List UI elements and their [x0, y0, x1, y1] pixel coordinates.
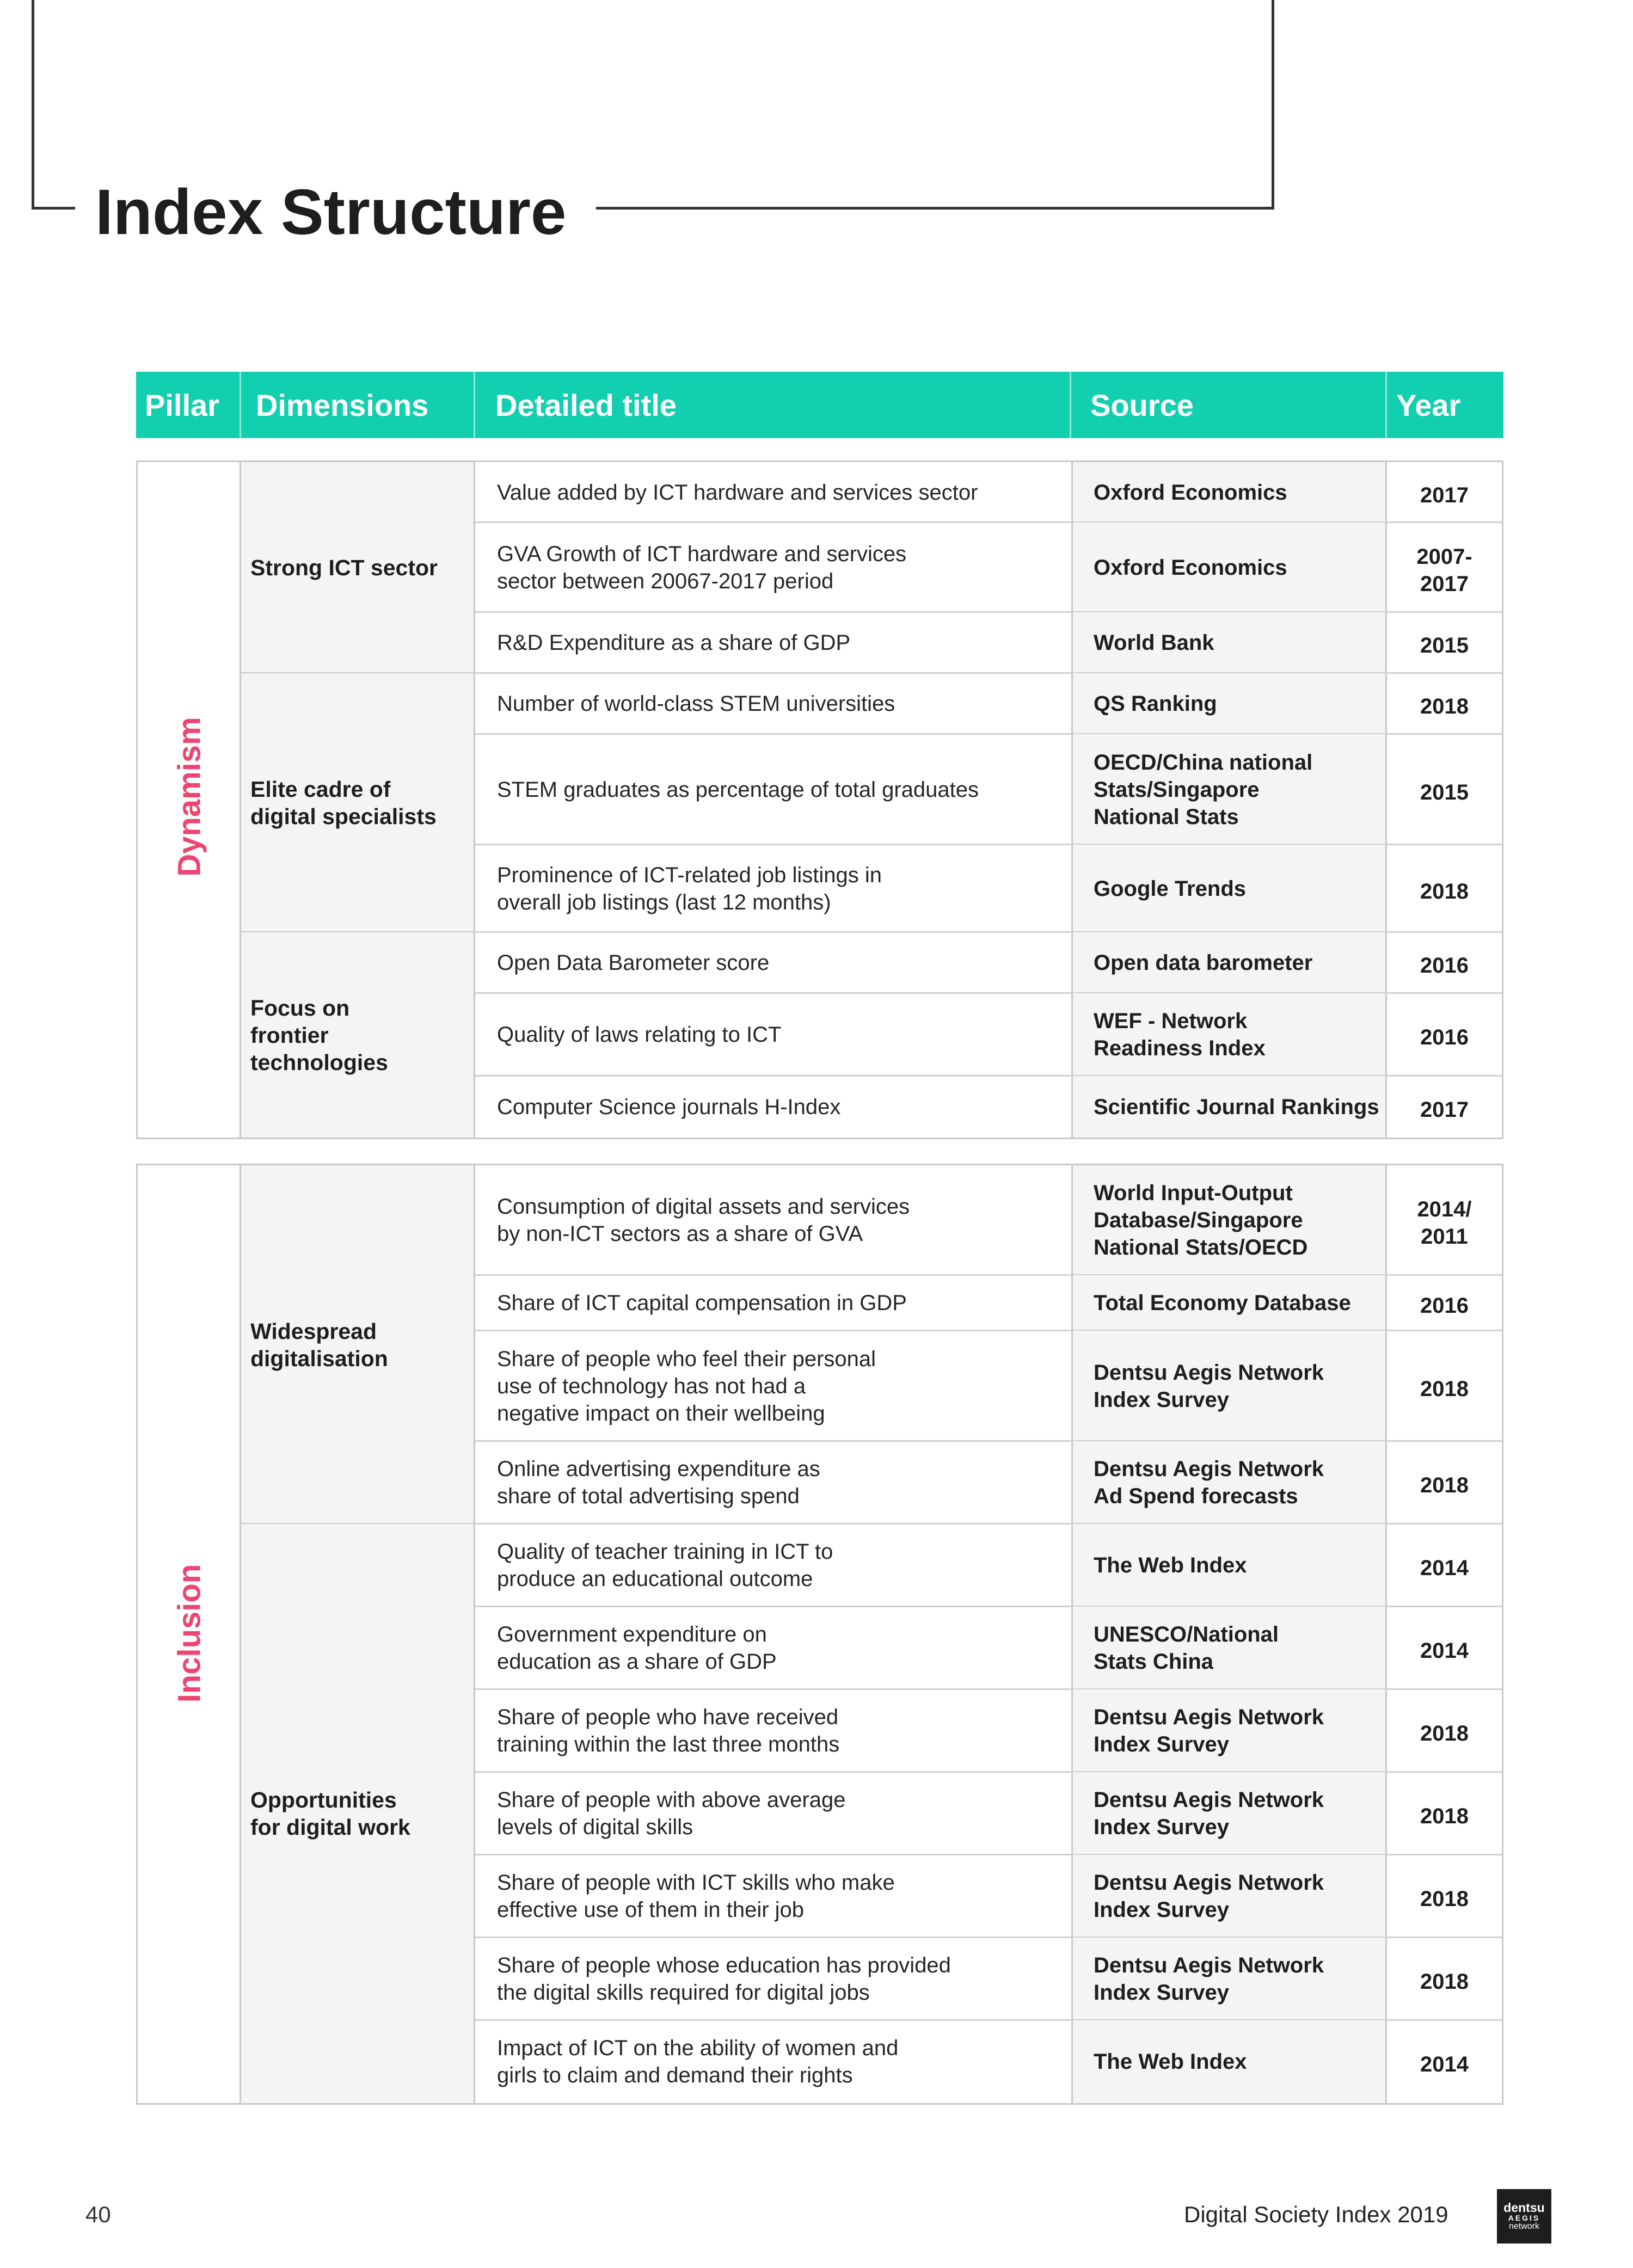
- table-row: [475, 1165, 1502, 1275]
- table-row: [475, 1331, 1502, 1441]
- table-row: [475, 673, 1502, 734]
- source-cell: Open data barometer: [1071, 932, 1387, 993]
- year-cell: 2014: [1420, 2052, 1469, 2076]
- year-cell: 2017: [1420, 1097, 1469, 1122]
- source-cell: World Input-Output Database/Singapore National Stats/OECD: [1071, 1165, 1387, 1275]
- year-cell: 2018: [1420, 1722, 1469, 1745]
- detailed-title-cell: R&D Expenditure as a share of GDP: [497, 631, 851, 655]
- dimension-cell: Elite cadre of digital specialists: [241, 673, 475, 932]
- year-cell: 2015: [1420, 634, 1469, 657]
- table-row: [475, 1938, 1502, 2020]
- table-row: [475, 523, 1502, 612]
- source-cell: Oxford Economics: [1071, 523, 1387, 612]
- page-number: 40: [85, 2202, 111, 2227]
- detailed-title-cell: Quality of teacher training in ICT to produce an educational outcome: [497, 1540, 833, 1591]
- header-source: Source: [1090, 388, 1194, 422]
- source-cell: UNESCO/National Stats China: [1071, 1607, 1387, 1689]
- year-cell: 2018: [1420, 1804, 1469, 1828]
- footer-title: Digital Society Index 2019: [1184, 2202, 1448, 2227]
- source-cell: QS Ranking: [1071, 673, 1387, 734]
- header-year: Year: [1396, 388, 1461, 422]
- source-cell: WEF - Network Readiness Index: [1071, 993, 1387, 1076]
- header-detailed-title: Detailed title: [495, 388, 677, 422]
- source-cell: OECD/China national Stats/Singapore National Stats: [1071, 734, 1387, 845]
- year-cell: 2017: [1420, 483, 1469, 507]
- source-cell: Dentsu Aegis Network Index Survey: [1071, 1772, 1387, 1855]
- year-cell: 2014: [1420, 1639, 1469, 1663]
- table-header: [136, 372, 1503, 438]
- detailed-title-cell: Share of ICT capital compensation in GDP: [497, 1291, 907, 1315]
- detailed-title-cell: STEM graduates as percentage of total graduates: [497, 777, 979, 802]
- year-cell: 2016: [1420, 1025, 1469, 1049]
- logo-line-1: dentsu: [1503, 2201, 1545, 2215]
- table-row: [475, 1855, 1502, 1938]
- dimension-cell: Widespread digitalisation: [241, 1165, 475, 1524]
- detailed-title-cell: Online advertising expenditure as share of total advertising spend: [497, 1457, 820, 1508]
- year-cell: 2018: [1420, 879, 1469, 903]
- pillar-section-inclusion: [136, 1164, 1503, 2105]
- table-row: [475, 993, 1502, 1076]
- year-cell: 2014: [1420, 1556, 1469, 1580]
- table-row: [475, 1076, 1502, 1138]
- source-cell: Total Economy Database: [1071, 1275, 1387, 1331]
- table-row: [475, 2020, 1502, 2103]
- table-row: [475, 1607, 1502, 1689]
- table-row: [475, 612, 1502, 673]
- year-cell: 2018: [1420, 1970, 1469, 1994]
- table-row: [475, 462, 1502, 523]
- detailed-title-cell: Open Data Barometer score: [497, 951, 770, 975]
- detailed-title-cell: Prominence of ICT-related job listings in overall job listings (last 12 months): [497, 863, 882, 914]
- year-cell: 2018: [1420, 1376, 1469, 1401]
- detailed-title-cell: Impact of ICT on the ability of women and girls to claim and demand their rights: [497, 2036, 899, 2087]
- year-cell: 2007- 2017: [1416, 544, 1472, 596]
- header-dimensions: Dimensions: [256, 388, 429, 422]
- detailed-title-cell: Government expenditure on education as a share of GDP: [497, 1622, 777, 1674]
- source-cell: Dentsu Aegis Network Index Survey: [1071, 1331, 1387, 1441]
- year-cell: 2016: [1420, 954, 1469, 978]
- pillar-label: Inclusion: [171, 1564, 207, 1703]
- dimension-cell: Strong ICT sector: [241, 462, 475, 673]
- table-row: [475, 1275, 1502, 1331]
- detailed-title-cell: Share of people with above average levels of digital skills: [497, 1788, 846, 1839]
- source-cell: Scientific Journal Rankings: [1071, 1076, 1387, 1138]
- year-cell: 2018: [1420, 1473, 1469, 1497]
- dimension-cell: Focus on frontier technologies: [241, 932, 475, 1138]
- detailed-title-cell: Share of people whose education has provided the digital skills required for digital jobs: [497, 1953, 951, 2005]
- year-cell: 2018: [1420, 1887, 1469, 1911]
- page-title: Index Structure: [95, 176, 567, 248]
- detailed-title-cell: Share of people with ICT skills who make effective use of them in their job: [497, 1871, 895, 1922]
- logo-line-3: network: [1508, 2222, 1540, 2232]
- source-cell: Dentsu Aegis Network Index Survey: [1071, 1938, 1387, 2020]
- frame-rule-left: [32, 207, 75, 210]
- source-cell: Dentsu Aegis Network Index Survey: [1071, 1855, 1387, 1938]
- logo-line-2: AEGIS: [1508, 2214, 1540, 2223]
- source-cell: Dentsu Aegis Network Index Survey: [1071, 1689, 1387, 1772]
- year-cell: 2018: [1420, 694, 1469, 718]
- table-row: [475, 1772, 1502, 1855]
- detailed-title-cell: Consumption of digital assets and services by non-ICT sectors as a share of GVA: [497, 1195, 910, 1246]
- source-cell: Dentsu Aegis Network Ad Spend forecasts: [1071, 1441, 1387, 1524]
- table-row: [475, 845, 1502, 932]
- detailed-title-cell: Number of world-class STEM universities: [497, 692, 895, 716]
- source-cell: The Web Index: [1071, 2020, 1387, 2103]
- detailed-title-cell: Computer Science journals H-Index: [497, 1095, 841, 1119]
- table-row: [475, 1689, 1502, 1772]
- detailed-title-cell: Share of people who feel their personal use of technology has not had a negative impact on their wellbeing: [497, 1347, 876, 1425]
- year-cell: 2016: [1420, 1294, 1469, 1318]
- header-pillar: Pillar: [145, 388, 219, 422]
- source-cell: World Bank: [1071, 612, 1387, 673]
- source-cell: Oxford Economics: [1071, 462, 1387, 523]
- source-cell: Google Trends: [1071, 845, 1387, 932]
- detailed-title-cell: Share of people who have received training within the last three months: [497, 1705, 840, 1756]
- detailed-title-cell: Value added by ICT hardware and services sector: [497, 480, 978, 505]
- dentsu-aegis-logo: [1497, 2189, 1551, 2244]
- dimension-cell: Opportunities for digital work: [241, 1524, 475, 2103]
- pillar-cell: [138, 462, 241, 1138]
- source-cell: The Web Index: [1071, 1524, 1387, 1607]
- table-row: [475, 734, 1502, 845]
- table-row: [475, 932, 1502, 993]
- pillar-cell: [138, 1165, 241, 2103]
- frame-rule-right: [596, 207, 1274, 210]
- table-row: [475, 1524, 1502, 1607]
- detailed-title-cell: Quality of laws relating to ICT: [497, 1023, 782, 1047]
- pillar-label: Dynamism: [171, 717, 207, 877]
- table-row: [475, 1441, 1502, 1524]
- pillar-section-dynamism: [136, 460, 1503, 1139]
- detailed-title-cell: GVA Growth of ICT hardware and services sector between 20067-2017 period: [497, 542, 907, 593]
- year-cell: 2014/ 2011: [1417, 1197, 1472, 1249]
- year-cell: 2015: [1420, 780, 1469, 804]
